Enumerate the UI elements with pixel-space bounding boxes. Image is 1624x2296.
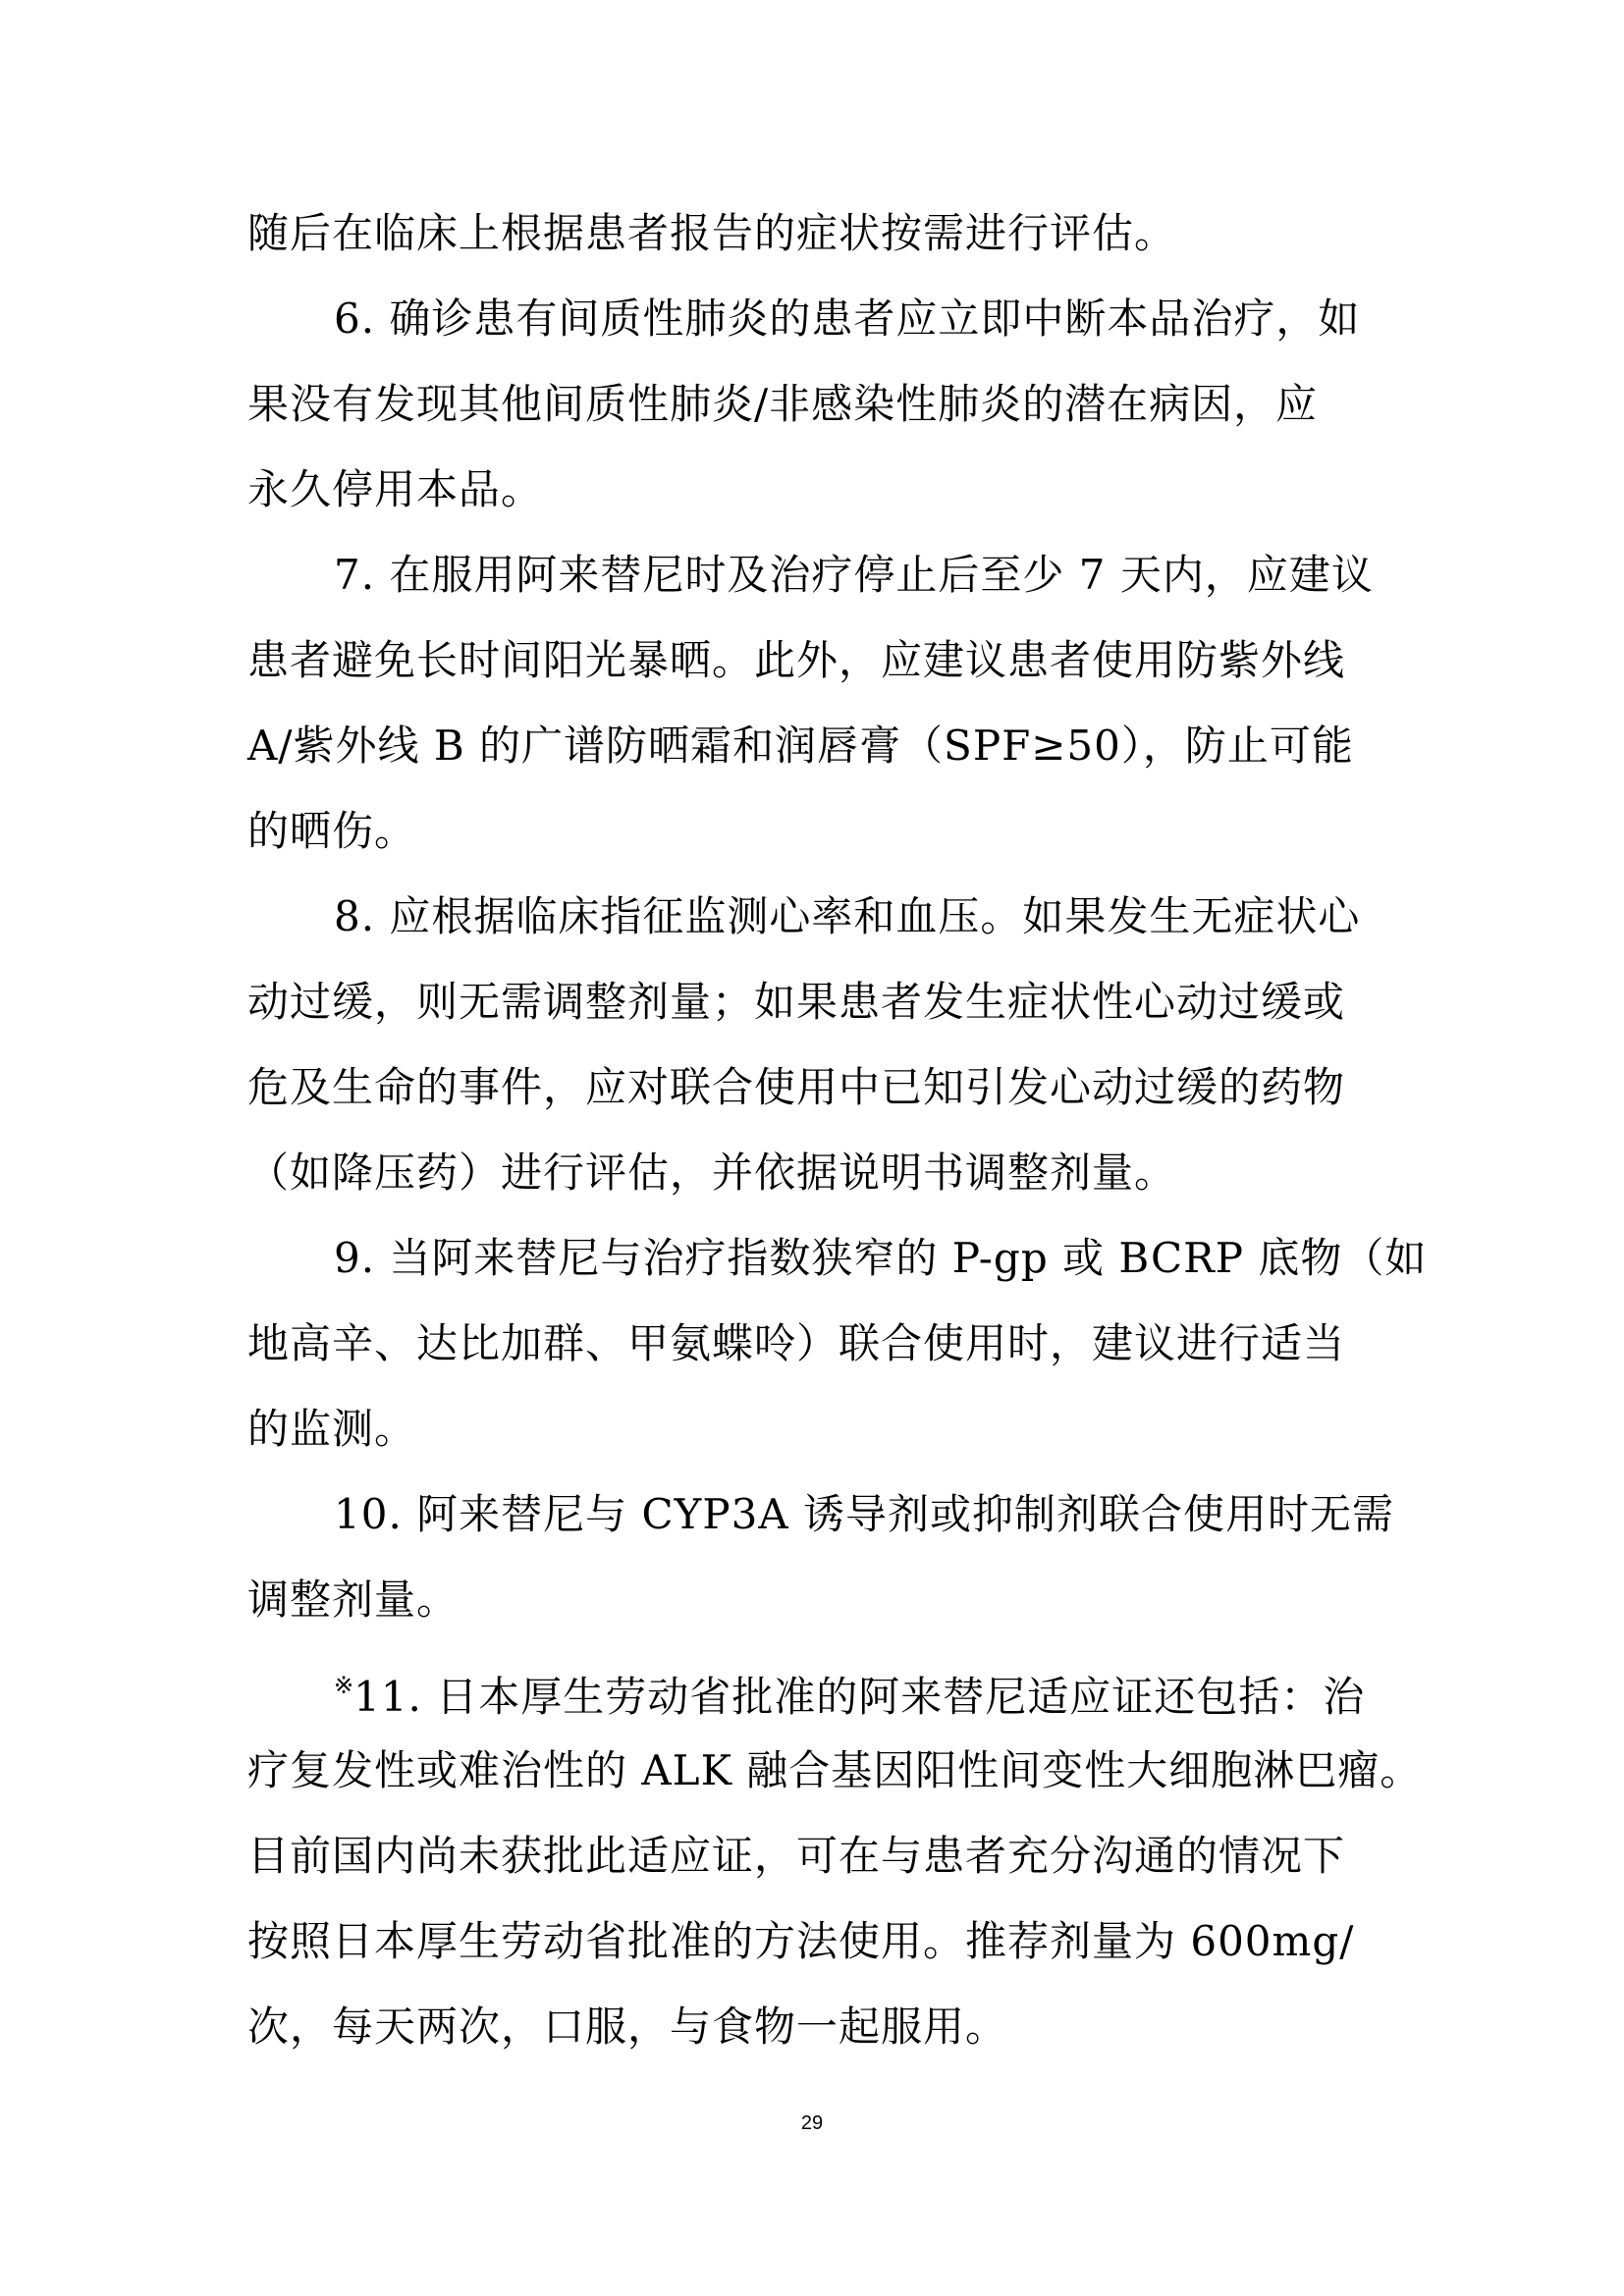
item-6-line-3: 永久停用本品。 (247, 465, 544, 513)
item-11-line-2: 疗复发性或难治性的 ALK 融合基因阳性间变性大细胞淋巴瘤。 (247, 1746, 1423, 1794)
item-11-line-1-text: 11. 日本厚生劳动省批准的阿来替尼适应证还包括：治 (353, 1673, 1366, 1721)
page-number: 29 (800, 2112, 824, 2134)
note-mark: ※ (334, 1672, 354, 1699)
item-11-line-3: 目前国内尚未获批此适应证，可在与患者充分沟通的情况下 (247, 1832, 1346, 1880)
item-8-line-3: 危及生命的事件，应对联合使用中已知引发心动过缓的药物 (247, 1063, 1346, 1111)
item-7-line-1: 7. 在服用阿来替尼时及治疗停止后至少 7 天内，应建议 (334, 551, 1374, 599)
item-6-line-2: 果没有发现其他间质性肺炎/非感染性肺炎的潜在病因，应 (247, 380, 1319, 428)
item-8-line-4: （如降压药）进行评估，并依据说明书调整剂量。 (247, 1148, 1177, 1197)
text-line-1: 随后在临床上根据患者报告的症状按需进行评估。 (247, 209, 1177, 257)
item-7-line-4: 的晒伤。 (247, 807, 417, 855)
item-6-line-1: 6. 确诊患有间质性肺炎的患者应立即中断本品治疗，如 (334, 294, 1361, 343)
item-9-line-1: 9. 当阿来替尼与治疗指数狭窄的 P-gp 或 BCRP 底物（如 (334, 1234, 1428, 1282)
item-9-line-3: 的监测。 (247, 1405, 417, 1453)
item-7-line-2: 患者避免长时间阳光暴晒。此外，应建议患者使用防紫外线 (247, 636, 1346, 684)
item-11-line-1 (334, 1656, 1366, 1721)
item-10-line-1: 10. 阿来替尼与 CYP3A 诱导剂或抑制剂联合使用时无需 (334, 1490, 1395, 1538)
item-7-line-3: A/紫外线 B 的广谱防晒霜和润唇膏（SPF≥50），防止可能 (247, 721, 1354, 770)
item-11-line-4: 按照日本厚生劳动省批准的方法使用。推荐剂量为 600mg/ (247, 1917, 1355, 1965)
item-11-line-5: 次，每天两次，口服，与食物一起服用。 (247, 2002, 1008, 2051)
item-10-line-2: 调整剂量。 (247, 1575, 460, 1624)
item-9-line-2: 地高辛、达比加群、甲氨蝶呤）联合使用时，建议进行适当 (247, 1319, 1346, 1367)
item-8-line-1: 8. 应根据临床指征监测心率和血压。如果发生无症状心 (334, 892, 1361, 940)
item-8-line-2: 动过缓，则无需调整剂量；如果患者发生症状性心动过缓或 (247, 978, 1346, 1026)
